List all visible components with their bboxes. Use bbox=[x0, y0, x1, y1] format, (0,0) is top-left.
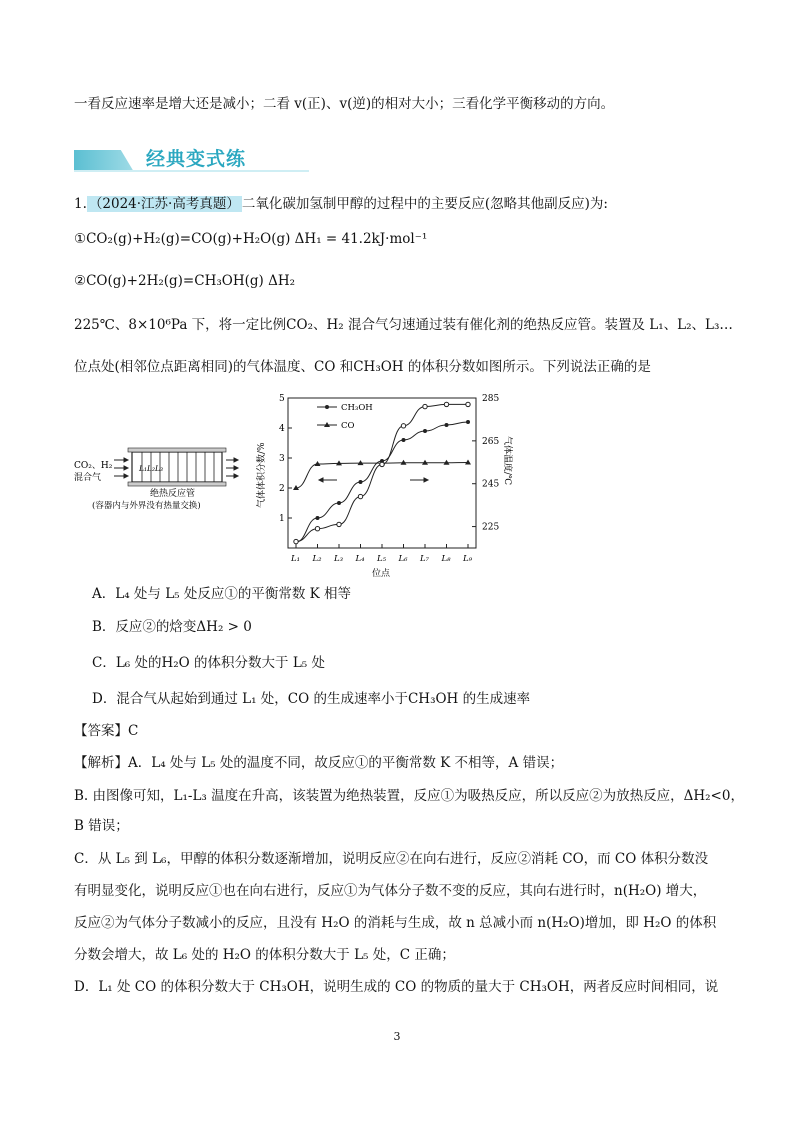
temperature-point bbox=[337, 522, 341, 526]
co-point bbox=[401, 460, 407, 465]
co-point bbox=[465, 460, 471, 465]
x-axis-ticks bbox=[290, 544, 473, 564]
ch3oh-point bbox=[359, 480, 363, 484]
analysis-line-5: 有明显变化，说明反应①也在向右进行，反应①为气体分子数不变的反应，其向右进行时，n(H₂O) 增大， bbox=[74, 883, 707, 899]
analysis-line-2: B. 由图像可知，L₁-L₃ 温度在升高，该装置为绝热装置，反应①为吸热反应，所以反应②为放热反应，ΔH₂<0， bbox=[74, 788, 744, 804]
condition-line-2: 位点处(相邻位点距离相同)的气体温度、CO 和CH₃OH 的体积分数如图所示。下列说法正确的是 bbox=[74, 359, 651, 375]
left-tick-label: 2 bbox=[279, 484, 285, 494]
analysis-line-3: B 错误； bbox=[74, 818, 129, 834]
inlet-label-1: CO₂、H₂ bbox=[74, 461, 113, 471]
option-a: A．L₄ 处与 L₅ 处反应①的平衡常数 K 相等 bbox=[92, 586, 352, 602]
x-tick-label: L₃ bbox=[334, 554, 344, 564]
question-stem bbox=[74, 195, 608, 213]
x-tick-label: L₁ bbox=[291, 554, 301, 564]
inlet-arrows bbox=[114, 458, 128, 478]
ch3oh-point bbox=[466, 420, 470, 424]
x-tick-label: L₂ bbox=[312, 554, 322, 564]
temperature-point bbox=[423, 404, 427, 408]
axis-direction-arrows bbox=[319, 478, 428, 482]
legend bbox=[317, 403, 373, 431]
series-layer bbox=[293, 402, 471, 544]
ch3oh-point bbox=[316, 516, 320, 520]
plot-frame bbox=[288, 398, 476, 548]
x-axis-label: 位点 bbox=[372, 569, 391, 579]
ch3oh-point bbox=[402, 438, 406, 442]
equation-2: ②CO(g)+2H₂(g)=CH₃OH(g) ΔH₂ bbox=[74, 273, 296, 289]
temperature-point bbox=[358, 494, 362, 498]
outlet-arrows bbox=[226, 458, 238, 478]
x-tick-label: L₈ bbox=[441, 554, 451, 564]
inlet-label-2: 混合气 bbox=[74, 473, 102, 483]
left-tick-label: 4 bbox=[279, 424, 285, 434]
right-arrow-icon bbox=[424, 478, 428, 482]
page-number: 3 bbox=[393, 1030, 401, 1043]
ch3oh-point bbox=[445, 423, 449, 427]
left-tick-label: 1 bbox=[279, 514, 285, 524]
legend-label-ch3oh: CH₃OH bbox=[341, 403, 373, 413]
temperature-point bbox=[294, 539, 298, 543]
right-tick-label: 265 bbox=[482, 436, 500, 447]
legend-marker-ch3oh bbox=[325, 405, 329, 409]
co-point bbox=[422, 460, 428, 465]
figure bbox=[60, 388, 520, 580]
tube-note: (容器内与外界没有热量交换) bbox=[92, 501, 201, 511]
chart bbox=[255, 394, 514, 579]
temperature-point bbox=[401, 424, 405, 428]
right-tick-label: 225 bbox=[482, 522, 500, 533]
analysis-line-6: 反应②为气体分子数减小的反应，且没有 H₂O 的消耗与生成，故 n 总减小而 n(H₂O)增加，即 H₂O 的体积 bbox=[74, 915, 717, 931]
analysis-line-8: D．L₁ 处 CO 的体积分数大于 CH₃OH，说明生成的 CO 的物质的量大于 CH₃OH，两者反应时间相同，说 bbox=[74, 979, 719, 995]
left-tick-label: 3 bbox=[279, 454, 285, 464]
analysis-line-1: 【解析】A．L₄ 处与 L₅ 处的温度不同，故反应①的平衡常数 K 不相等，A 错误； bbox=[74, 755, 564, 771]
option-d: D．混合气从起始到通过 L₁ 处，CO 的生成速率小于CH₃OH 的生成速率 bbox=[92, 691, 531, 707]
answer: 【答案】C bbox=[74, 723, 139, 739]
tube-caption: 绝热反应管 bbox=[150, 489, 196, 499]
x-tick-label: L₄ bbox=[355, 554, 365, 564]
option-c: C．L₆ 处的H₂O 的体积分数大于 L₅ 处 bbox=[92, 655, 325, 671]
x-tick-label: L₆ bbox=[398, 554, 408, 564]
x-tick-label: L₉ bbox=[463, 554, 473, 564]
x-tick-label: L₇ bbox=[420, 554, 430, 564]
analysis-line-4: C．从 L₅ 到 L₆，甲醇的体积分数逐渐增加，说明反应②在向右进行，反应②消耗 CO，而 CO 体积分数没 bbox=[74, 851, 709, 867]
question-text: 二氧化碳加氢制甲醇的过程中的主要反应(忽略其他副反应)为: bbox=[241, 196, 608, 212]
right-tick-label: 285 bbox=[482, 394, 500, 404]
analysis-line-7: 分数会增大，故 L₆ 处的 H₂O 的体积分数大于 L₅ 处，C 正确； bbox=[74, 947, 455, 963]
left-tick-label: 5 bbox=[279, 394, 285, 404]
ch3oh-point bbox=[423, 429, 427, 433]
equation-1: ①CO₂(g)+H₂(g)=CO(g)+H₂O(g) ΔH₁ = 41.2kJ·mol⁻¹ bbox=[74, 231, 428, 247]
right-tick-label: 245 bbox=[482, 479, 500, 490]
ch3oh-point bbox=[337, 501, 341, 505]
ch3oh-series-line bbox=[296, 422, 468, 542]
section-banner bbox=[74, 142, 309, 174]
tube-positions: L₁L₂L₃ bbox=[139, 464, 163, 473]
option-b: B．反应②的焓变ΔH₂ > 0 bbox=[92, 619, 252, 635]
temperature-point bbox=[380, 462, 384, 466]
question-number: 1. bbox=[74, 196, 87, 212]
source-tag: （2024·江苏·高考真题） bbox=[88, 196, 240, 212]
temperature-point bbox=[444, 402, 448, 406]
legend-label-co: CO bbox=[341, 421, 355, 431]
y-axis-label-right: 气体温度/℃ bbox=[502, 436, 512, 486]
x-tick-label: L₅ bbox=[377, 554, 387, 564]
section-title: 经典变式练 bbox=[146, 148, 247, 170]
reactor-diagram bbox=[74, 448, 238, 511]
intro-line: 一看反应速率是增大还是减小；二看 v(正)、v(逆)的相对大小；三看化学平衡移动的方向。 bbox=[74, 96, 615, 112]
left-axis-ticks bbox=[279, 394, 292, 524]
left-arrow-icon bbox=[319, 478, 323, 482]
temperature-point bbox=[315, 527, 319, 531]
y-axis-label-left: 气体体积分数/% bbox=[257, 442, 267, 508]
banner-stripe bbox=[74, 150, 134, 172]
temperature-point bbox=[466, 402, 470, 406]
condition-line-1: 225℃、8×10⁶Pa 下，将一定比例CO₂、H₂ 混合气匀速通过装有催化剂的绝热反应管。装置及 L₁、L₂、L₃… bbox=[74, 317, 733, 333]
